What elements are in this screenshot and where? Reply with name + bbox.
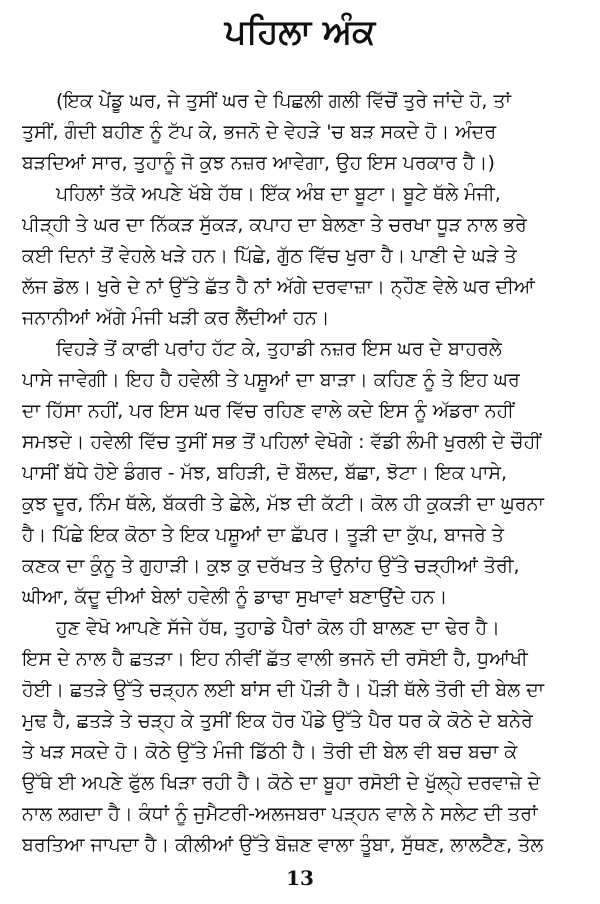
text-line: ਕਣਕ ਦਾ ਕੁੰਨੂ ਤੇ ਗੁਹਾੜੀ। ਕੁਝ ਕੁ ਦਰੱਖਤ ਤੇ ਉਨਾਂਹ ਉੱਤੇ ਚੜ੍ਹੀਆਂ ਤੋਰੀ, xyxy=(22,555,520,577)
text-line: ਤੁਸੀਂ, ਗੰਦੀ ਬਹੀਣ ਨੂੰ ਟੱਪ ਕੇ, ਭਜਨੋ ਦੇ ਵੇਹੜੇ 'ਚ ਬੜ ਸਕਦੇ ਹੋ। ਅੰਦਰ xyxy=(22,121,497,143)
paragraph-4 xyxy=(22,613,580,861)
paragraph-1 xyxy=(22,86,580,179)
text-line: ਬੜਦਿਆਂ ਸਾਰ, ਤੁਹਾਨੂੰ ਜੋ ਕੁਝ ਨਜ਼ਰ ਆਵੇਗਾ, ਉਹ ਇਸ ਪਰਕਾਰ ਹੈ।) xyxy=(22,152,495,174)
text-line: ਇਸ ਦੇ ਨਾਲ ਹੈ ਛਤੜਾ। ਇਹ ਨੀਵੀਂ ਛੱਤ ਵਾਲੀ ਭਜਨੋ ਦੀ ਰਸੋਈ ਹੈ, ਧੁਆਂਖੀ xyxy=(22,648,528,670)
text-line: (ਇਕ ਪੇਂਡੂ ਘਰ, ਜੇ ਤੁਸੀਂ ਘਰ ਦੇ ਪਿਛਲੀ ਗਲੀ ਵਿੱਚੋਂ ਤੁਰੇ ਜਾਂਦੇ ਹੋ, ਤਾਂ xyxy=(56,90,511,112)
text-line: ਪੀੜ੍ਹੀ ਤੇ ਘਰ ਦਾ ਨਿੱਕੜ ਸੁੱਕੜ, ਕਪਾਹ ਦਾ ਬੇਲਣਾ ਤੇ ਚਰਖਾ ਧੂੜ ਨਾਲ ਭਰੇ xyxy=(22,214,527,236)
text-line: ਪਾਸੀਂ ਬੱਧੇ ਹੋਏ ਡੰਗਰ - ਮੱਝ, ਬਹਿੜੀ, ਦੋ ਬੌਲਦ, ਬੱਛਾ, ਝੋਟਾ। ਇਕ ਪਾਸੇ, xyxy=(22,462,508,484)
text-line: ਜਨਾਨੀਆਂ ਅੱਗੇ ਮੰਜੀ ਖੜੀ ਕਰ ਲੈਂਦੀਆਂ ਹਨ। xyxy=(22,307,330,329)
text-line: ਘੀਆ, ਕੱਦੂ ਦੀਆਂ ਬੇਲਾਂ ਹਵੇਲੀ ਨੂੰ ਡਾਢਾ ਸੁਖਾਵਾਂ ਬਣਾਉਂਦੇ ਹਨ। xyxy=(22,586,448,608)
text-line: ਨਾਲ ਲਗਦਾ ਹੈ। ਕੰਧਾਂ ਨੂੰ ਜੁਮੈਟਰੀ-ਅਲਜਬਰਾ ਪੜ੍ਹਨ ਵਾਲੇ ਨੇ ਸਲੇਟ ਦੀ ਤਰਾਂ xyxy=(22,803,538,825)
chapter-title: ਪਹਿਲਾ ਅੰਕ xyxy=(224,12,376,52)
text-line: ਮੁਢ ਹੈ, ਛਤੜੇ ਤੇ ਚੜ੍ਹ ਕੇ ਤੁਸੀਂ ਇਕ ਹੋਰ ਪੌਡੇ ਉੱਤੇ ਪੈਰ ਧਰ ਕੇ ਕੋਠੇ ਦੇ ਬਨੇਰੇ xyxy=(22,710,533,732)
text-line: ਪਹਿਲਾਂ ਤੱਕੋ ਅਪਣੇ ਖੱਬੇ ਹੱਥ। ਇੱਕ ਅੰਬ ਦਾ ਬੂਟਾ। ਬੂਟੇ ਥੱਲੇ ਮੰਜੀ, xyxy=(56,183,501,205)
text-line: ਉੱਥੇ ਈ ਅਪਣੇ ਫੁੱਲ ਖਿੜਾ ਰਹੀ ਹੈ। ਕੋਠੇ ਦਾ ਬੂਹਾ ਰਸੋਈ ਦੇ ਖੁੱਲ੍ਹੇ ਦਰਵਾਜ਼ੇ ਦੇ xyxy=(22,772,541,794)
paragraph-3 xyxy=(22,334,580,613)
text-line: ਪਾਸੇ ਜਾਵੇਗੀ। ਇਹ ਹੈ ਹਵੇਲੀ ਤੇ ਪਸ਼ੂਆਂ ਦਾ ਬਾੜਾ। ਕਹਿਣ ਨੂੰ ਤੇ ਇਹ ਘਰ xyxy=(22,369,520,391)
text-line: ਲੱਜ ਡੋਲ। ਖੁਰੇ ਦੇ ਨਾਂ ਉੱਤੇ ਛੱਤ ਹੈ ਨਾਂ ਅੱਗੇ ਦਰਵਾਜ਼ਾ। ਨ੍ਹੌਣ ਵੇਲੇ ਘਰ ਦੀਆਂ xyxy=(22,276,535,298)
text-line: ਤੇ ਖੜ ਸਕਦੇ ਹੋ। ਕੋਠੇ ਉੱਤੇ ਮੰਜੀ ਡਿੱਠੀ ਹੈ। ਤੋਰੀ ਦੀ ਬੇਲ ਵੀ ਬਚ ਬਚਾ ਕੇ xyxy=(22,741,518,763)
text-line: ਬਰਤਿਆ ਜਾਪਦਾ ਹੈ। ਕੀਲੀਆਂ ਉੱਤੇ ਬੋਜ਼ਣ ਵਾਲਾ ਤੂੰਬਾ, ਸੁੱਥਣ, ਲਾਲਟੈਣ, ਤੇਲ xyxy=(22,834,544,856)
text-line: ਹੈ। ਪਿੱਛੇ ਇਕ ਕੋਠਾ ਤੇ ਇਕ ਪਸ਼ੂਆਂ ਦਾ ਛੱਪਰ। ਤੂੜੀ ਦਾ ਕੁੱਪ, ਬਾਜਰੇ ਤੇ xyxy=(22,524,504,546)
text-line: ਹੁਣ ਵੇਖੋ ਆਪਣੇ ਸੱਜੇ ਹੱਥ, ਤੁਹਾਡੇ ਪੈਰਾਂ ਕੋਲ ਹੀ ਬਾਲਣ ਦਾ ਢੇਰ ਹੈ। xyxy=(56,617,500,639)
text-line: ਹੋਈ। ਛਤੜੇ ਉੱਤੇ ਚੜ੍ਹਨ ਲਈ ਬਾਂਸ ਦੀ ਪੌੜੀ ਹੈ। ਪੌੜੀ ਥੱਲੇ ਤੋਰੀ ਦੀ ਬੇਲ ਦਾ xyxy=(22,679,545,701)
paragraph-2 xyxy=(22,179,580,334)
text-line: ਸਮਝਦੇ। ਹਵੇਲੀ ਵਿੱਚ ਤੁਸੀਂ ਸਭ ਤੋਂ ਪਹਿਲਾਂ ਵੇਖੋਗੇ : ਵੱਡੀ ਲੰਮੀ ਖੁਰਲੀ ਦੇ ਚੌਹੀਂ xyxy=(22,431,541,453)
text-line: ਕਈ ਦਿਨਾਂ ਤੋਂ ਵੇਹਲੇ ਖੜੇ ਹਨ। ਪਿੱਛੇ, ਗੁੱਠ ਵਿੱਚ ਖੁਰਾ ਹੈ। ਪਾਣੀ ਦੇ ਘੜੇ ਤੇ xyxy=(22,245,517,267)
page-number: 13 xyxy=(286,866,314,890)
text-line: ਕੁਝ ਦੂਰ, ਨਿੰਮ ਥੱਲੇ, ਬੱਕਰੀ ਤੇ ਛੇਲੇ, ਮੱਝ ਦੀ ਕੱਟੀ। ਕੋਲ ਹੀ ਕੁਕੜੀ ਦਾ ਘੁਰਨਾ xyxy=(22,493,544,515)
body-text xyxy=(22,86,580,861)
text-line: ਵਿਹੜੇ ਤੋਂ ਕਾਫੀ ਪਰਾਂਹ ਹੱਟ ਕੇ, ਤੁਹਾਡੀ ਨਜ਼ਰ ਇਸ ਘਰ ਦੇ ਬਾਹਰਲੇ xyxy=(56,338,502,360)
text-line: ਦਾ ਹਿੱਸਾ ਨਹੀਂ, ਪਰ ਇਸ ਘਰ ਵਿੱਚ ਰਹਿਣ ਵਾਲੇ ਕਦੇ ਇਸ ਨੂੰ ਅੱਡਰਾ ਨਹੀਂ xyxy=(22,400,514,422)
